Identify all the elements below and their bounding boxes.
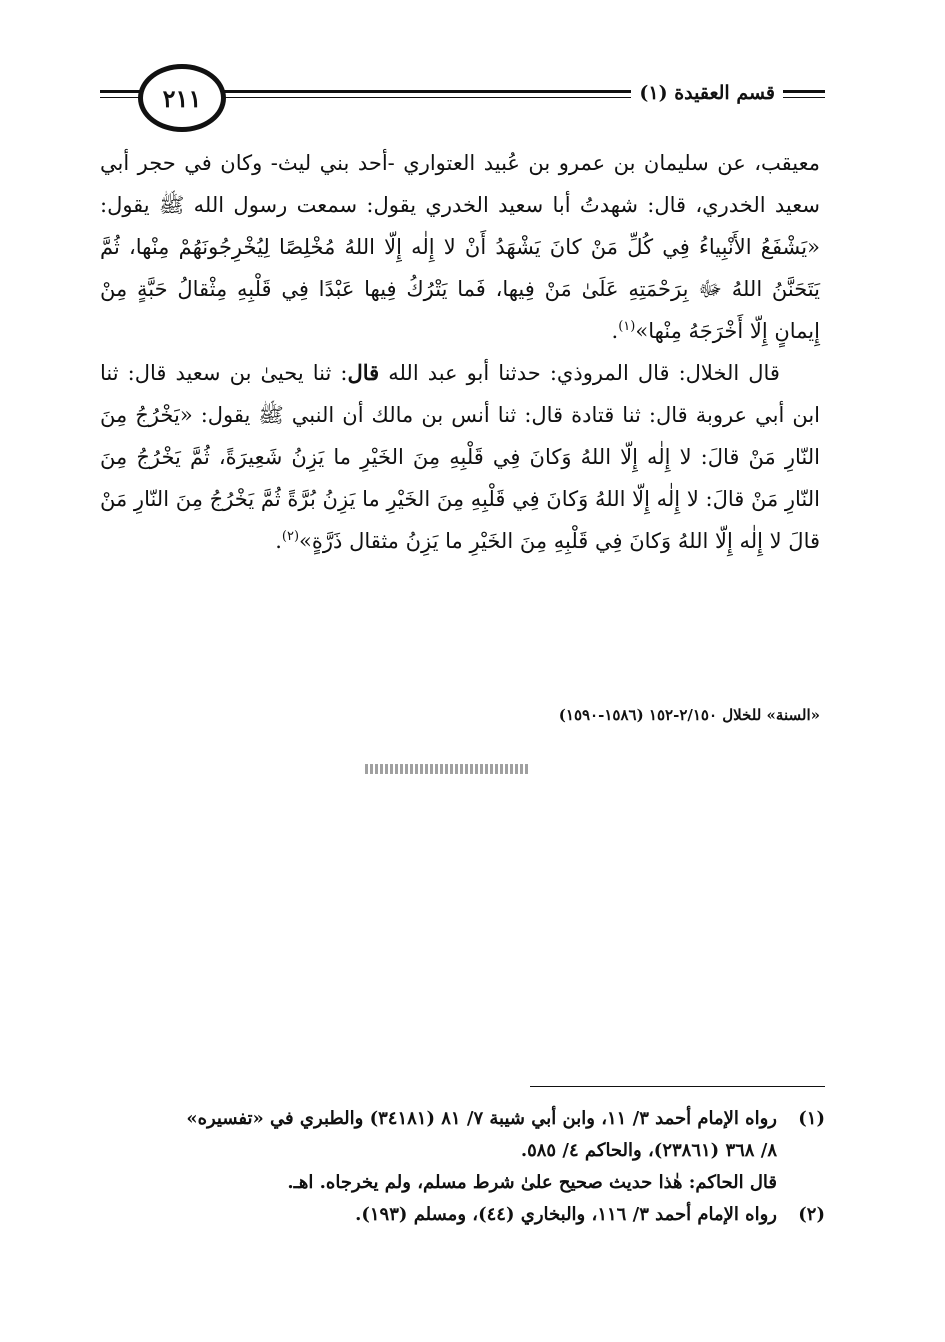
section-title: قسم العقيدة (١) <box>631 82 783 104</box>
text-line: مِنَ الخَيْرِ ما يَزِنُ شَعِيرَةً، ثُمَّ يَخْرُجُ مِنَ النّارِ مَنْ قالَ: لا إِلٰه إِلّا اللهُ <box>100 445 821 511</box>
footnote-separator <box>530 1086 825 1087</box>
main-text <box>100 142 820 562</box>
footnote-2 <box>100 1199 825 1231</box>
text-line: اللهُ وَكانَ فِي قَلْبِهِ مِنَ الخَيْرِ ما يَزِنُ مثقال ذَرَّةٍ» <box>299 529 709 553</box>
text-line: رسول الله ﷺ يقول: «يَشْفَعُ الأَنْبِياءُ فِي كُلِّ مَنْ كانَ يَشْهَدُ أَنْ لا إِلٰه إِلّا اللهُ <box>100 193 820 259</box>
punctuation: . <box>275 529 282 553</box>
footnote-number: (١) <box>798 1108 825 1129</box>
footnote-line: قال الحاكم: هٰذا حديث صحيح علىٰ شرط مسلم، ولم يخرجاه. اهـ. <box>287 1172 777 1193</box>
paragraph-2 <box>100 352 820 562</box>
footnote-line: رواه الإمام أحمد ٣/ ١١، وابن أبي شيبة ٧/ ٨١ (٣٤١٨١) والطبري في «تفسيره» <box>186 1108 777 1129</box>
punctuation: . <box>611 319 619 343</box>
text-line: سعيد قال: ثنا ابن أبي عروبة قال: ثنا قتادة قال: ثنا أنس بن مالك أن <box>100 361 820 427</box>
text-line: النبي ﷺ يقول: «يَخْرُجُ مِنَ النّارِ مَنْ قالَ: لا إِلٰه إِلّا اللهُ وَكانَ فِي قَلْبِهِ <box>100 403 820 469</box>
page-header <box>100 60 825 130</box>
footnote-line: ٨/ ٣٦٨ (٢٣٨٦١)، والحاكم ٤/ ٥٨٥. <box>520 1140 777 1161</box>
text-line: مُخْلِصًا لِيُخْرِجُونَهُمْ مِنْها، ثُمَّ يَتَحَنَّنُ اللهُ ﷻ بِرَحْمَتِهِ عَلَىٰ مَنْ فِيها، فَما يَتْرُكُ <box>100 235 820 301</box>
text-line: قال الخلال: قال المروذي: حدثنا أبو عبد الله <box>388 361 780 385</box>
text-line: معيقب، عن سليمان بن عمرو بن عُبيد العتواري -أحد بني ليث- وكان في <box>184 151 820 175</box>
bold-word: قال <box>347 360 380 385</box>
source-citation: «السنة» للخلال ٢/١٥٠-١٥٢ (١٥٨٦-١٥٩٠) <box>558 706 820 724</box>
footnote-1 <box>100 1103 825 1199</box>
footnote-line: رواه الإمام أحمد ٣/ ١١٦، والبخاري (٤٤)، ومسلم (١٩٣). <box>355 1204 777 1225</box>
footnote-ref: (٢) <box>281 529 300 544</box>
footnote-number: (٢) <box>798 1204 825 1225</box>
paragraph-1 <box>100 142 820 352</box>
text-line: حجر أبي سعيد الخدري، قال: شهدتُ أبا سعيد الخدري يقول: سمعت <box>100 151 820 217</box>
footnotes <box>100 1103 825 1231</box>
page-number: ٢١١ <box>138 64 226 132</box>
text-line: فِيها عَبْدًا فِي قَلْبِهِ مِثْقالُ حَبَّةٍ مِنْ إِيمانٍ إِلّا أَخْرَجَهُ مِنْها» <box>100 277 820 343</box>
ornament-divider <box>365 764 530 774</box>
text-line: : ثنا يحيىٰ بن <box>229 361 348 385</box>
footnote-ref: (١) <box>618 319 636 334</box>
text-line: وَكانَ فِي قَلْبِهِ مِنَ الخَيْرِ ما يَزِنُ بُرَّةً ثُمَّ يَخْرُجُ مِنَ النّارِ مَنْ قالَ لا إِلٰه إِلّا <box>100 487 820 553</box>
